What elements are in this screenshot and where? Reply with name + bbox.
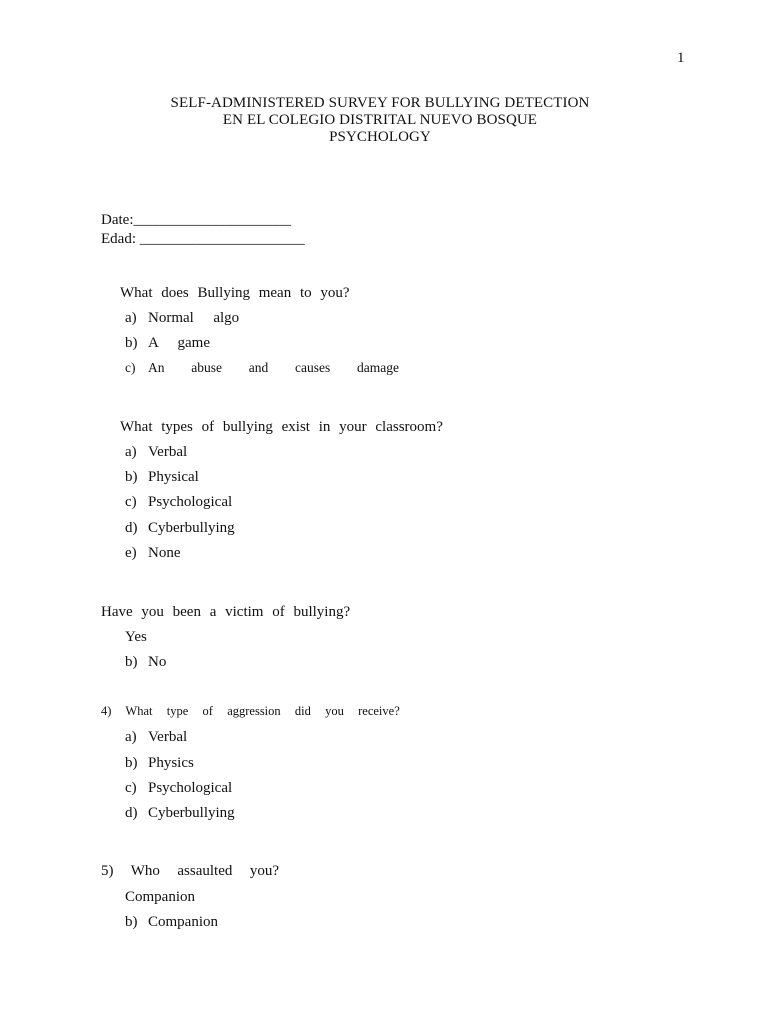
option-text: Cyberbullying — [148, 520, 235, 536]
option-marker: d) — [125, 805, 138, 821]
school-name: EN EL COLEGIO DISTRITAL NUEVO BOSQUE — [222, 112, 538, 128]
option-marker: a) — [125, 444, 137, 460]
option-marker: b) — [125, 755, 138, 771]
question-text: What types of bullying exist in your classroom? — [120, 419, 443, 435]
option-text: None — [148, 545, 181, 561]
question-text: Have you been a victim of bullying? — [101, 604, 351, 620]
answer-option — [125, 914, 218, 931]
answer-option — [125, 335, 210, 352]
option-text: Companion — [125, 889, 195, 905]
option-marker: b) — [125, 469, 138, 485]
option-text: Psychological — [148, 494, 233, 510]
date-field: Date:_____________________ — [101, 212, 291, 228]
option-text: Companion — [148, 914, 218, 930]
option-marker: c) — [125, 780, 137, 796]
answer-option — [125, 444, 187, 461]
option-text: Yes — [125, 629, 147, 645]
answer-option — [125, 310, 239, 327]
option-text: Physical — [148, 469, 199, 485]
survey-title: SELF-ADMINISTERED SURVEY FOR BULLYING DETECTION — [170, 95, 590, 111]
question-text: 5) Who assaulted you? — [101, 863, 280, 879]
option-text: No — [148, 654, 167, 670]
option-marker: d) — [125, 520, 138, 536]
answer-option — [125, 889, 195, 906]
answer-option — [125, 469, 199, 486]
option-text: Physics — [148, 755, 194, 771]
answer-option — [125, 494, 232, 511]
answer-option — [125, 654, 166, 671]
option-marker: a) — [125, 310, 137, 326]
answer-option — [125, 780, 232, 797]
option-marker: b) — [125, 914, 138, 930]
answer-option — [125, 545, 181, 562]
option-text: A game — [148, 335, 210, 351]
option-marker: b) — [125, 335, 138, 351]
option-marker: e) — [125, 545, 137, 561]
answer-option — [125, 729, 187, 746]
answer-option — [125, 360, 399, 376]
option-text: Psychological — [148, 780, 233, 796]
option-marker: c) — [125, 360, 136, 375]
answer-option — [125, 755, 194, 772]
answer-option — [125, 805, 235, 822]
age-field: Edad: ______________________ — [101, 231, 305, 247]
option-text: An abuse and causes damage — [148, 360, 399, 375]
option-marker: a) — [125, 729, 137, 745]
subject-heading: PSYCHOLOGY — [329, 129, 431, 145]
option-marker: b) — [125, 654, 138, 670]
option-text: Normal algo — [148, 310, 240, 326]
page-number: 1 — [677, 50, 685, 66]
question-text: 4) What type of aggression did you receive? — [101, 704, 400, 718]
option-text: Verbal — [148, 729, 188, 745]
option-text: Cyberbullying — [148, 805, 235, 821]
option-marker: c) — [125, 494, 137, 510]
option-text: Verbal — [148, 444, 188, 460]
answer-option — [125, 629, 147, 646]
answer-option — [125, 520, 235, 537]
question-text: What does Bullying mean to you? — [120, 285, 350, 301]
